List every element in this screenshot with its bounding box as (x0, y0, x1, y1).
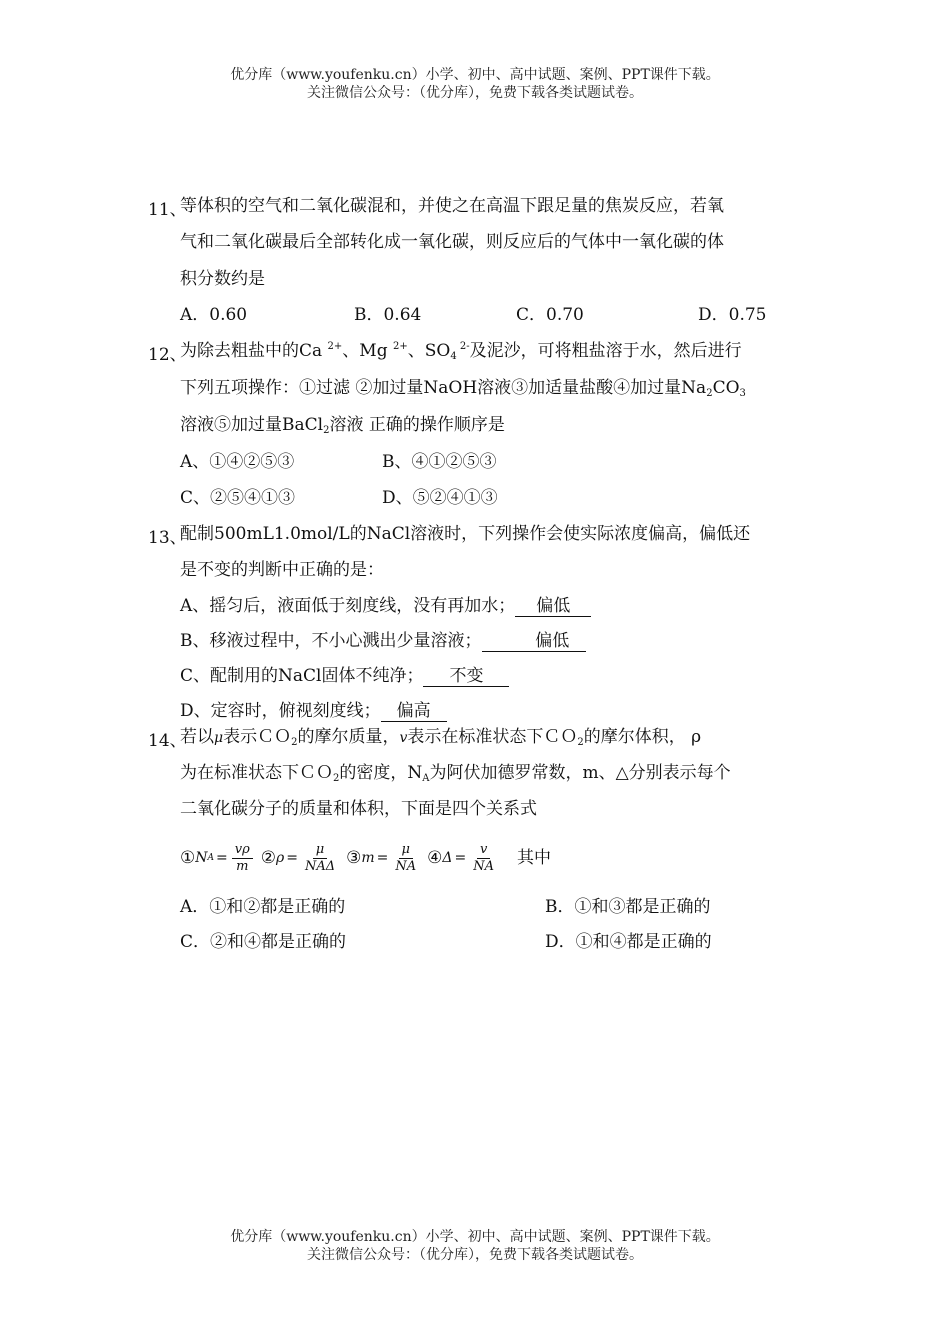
q12-line-3: 溶液⑤加过量BaCl$_2$溶液 正确的操作顺序是 (180, 415, 505, 436)
q13-answer-c: 不变 (423, 666, 509, 687)
q14-number: 14、 (148, 731, 187, 751)
q14-tail-text: 其中 (517, 848, 552, 868)
q12-option-c: C、②⑤④①③ (180, 488, 296, 508)
q11-option-a: A．0.60 (180, 305, 248, 325)
q13-item-c: C、配制用的NaCl固体不纯净； 不变 (180, 665, 509, 687)
formula-1: ① N A = $\frac{v\rho}{m}$ (180, 838, 255, 878)
q11-option-b: B．0.64 (354, 305, 422, 325)
q13-answer-b: 偏低 (482, 631, 586, 652)
q12-line-1: 为除去粗盐中的Ca $^{2+}$、Mg $^{2+}$、$SO_4$ $^{2-}$及泥沙，可将粗盐溶于水，然后进行 (180, 341, 742, 362)
footer-line-2: 关注微信公众号：（优分库），免费下载各类试题试卷。 (307, 1247, 643, 1263)
q12-option-d: D、⑤②④①③ (382, 488, 498, 508)
footer-line-1: 优分库（www.youfenku.cn）小学、初中、高中试题、案例、PPT课件下载。 (230, 1229, 720, 1245)
q14-option-a: A．①和②都是正确的 (180, 897, 346, 917)
header-line-1: 优分库（www.youfenku.cn）小学、初中、高中试题、案例、PPT课件下载。 (230, 67, 720, 83)
q12-number: 12、 (148, 345, 187, 365)
q11-option-d: D．0.75 (698, 305, 767, 325)
q11-line-1: 等体积的空气和二氧化碳混和，并使之在高温下跟足量的焦炭反应，若氧 (180, 196, 724, 216)
q11-option-c: C．0.70 (516, 305, 584, 325)
q14-formulas (180, 836, 551, 880)
header-line-2: 关注微信公众号：（优分库），免费下载各类试题试卷。 (307, 85, 643, 101)
q13-number: 13、 (148, 528, 187, 548)
q12-option-a: A、①④②⑤③ (180, 452, 295, 472)
q11-line-3: 积分数约是 (180, 269, 265, 289)
formula-2: ② ρ = $\frac{\mu}{\text{NAΔ}}$ (260, 841, 336, 874)
q12-option-b: B、④①②⑤③ (382, 452, 497, 472)
q12-line-2: 下列五项操作：①过滤 ②加过量NaOH溶液③加适量盐酸④加过量$Na_2CO_3$ (180, 378, 746, 399)
q13-item-b: B、移液过程中，不小心溅出少量溶液； 偏低 (180, 630, 586, 652)
q13-line-1: 配制500mL1.0mol/L的NaCl溶液时，下列操作会使实际浓度偏高，偏低还 (180, 524, 751, 544)
q13-item-a: A、摇匀后，液面低于刻度线，没有再加水； 偏低 (180, 595, 591, 617)
q14-line-3: 二氧化碳分子的质量和体积，下面是四个关系式 (180, 799, 537, 819)
q13-item-d: D、定容时，俯视刻度线； 偏高 (180, 700, 447, 722)
formula-3: ③ m = $\frac{\mu}{NA}$ (346, 841, 417, 874)
q14-line-1: 若以μ表示ＣＯ$_2$的摩尔质量，v表示在标准状态下ＣＯ$_2$的摩尔体积， ρ (180, 727, 702, 748)
q11-number: 11、 (148, 200, 187, 220)
q11-line-2: 气和二氧化碳最后全部转化成一氧化碳，则反应后的气体中一氧化碳的体 (180, 232, 724, 252)
q14-option-c: C．②和④都是正确的 (180, 932, 347, 952)
q13-answer-d: 偏高 (381, 701, 447, 722)
q14-option-d: D．①和④都是正确的 (545, 932, 712, 952)
q14-line-2: 为在标准状态下ＣＯ$_2$的密度，$N_A$为阿伏加德罗常数，m、△分别表示每个 (180, 763, 731, 784)
page-footer (0, 1228, 950, 1264)
formula-4: ④ Δ = $\frac{v}{NA}$ (427, 841, 495, 874)
q14-option-b: B．①和③都是正确的 (545, 897, 711, 917)
q13-line-2: 是不变的判断中正确的是： (180, 560, 384, 580)
q13-answer-a: 偏低 (515, 596, 591, 617)
